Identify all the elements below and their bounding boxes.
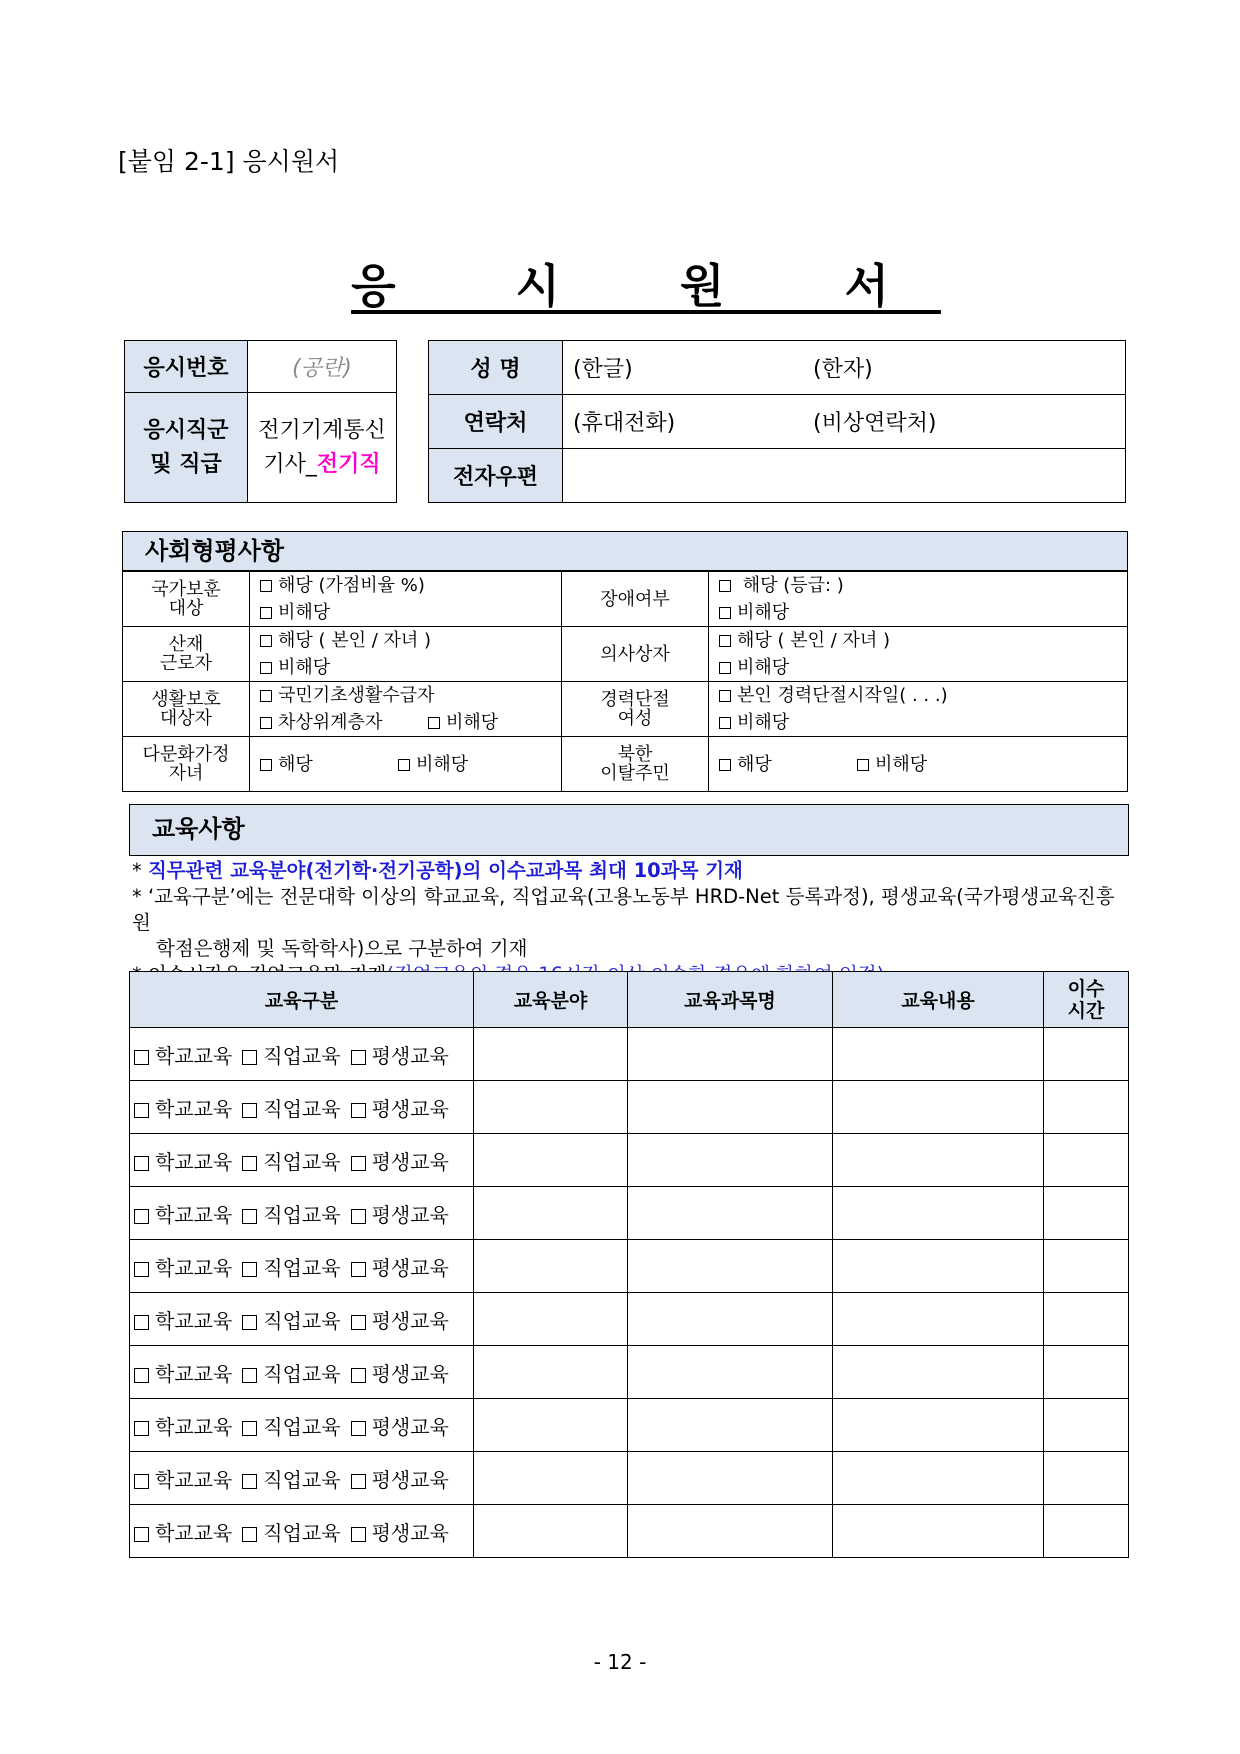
education-field-cell[interactable] bbox=[474, 1399, 628, 1452]
education-type-checkbox[interactable] bbox=[134, 1368, 149, 1383]
contact-mobile: (휴대전화) bbox=[573, 411, 676, 436]
education-type-checkbox[interactable] bbox=[242, 1209, 257, 1224]
livelihood-options: 국민기초생활수급자 차상위계층자 비해당 bbox=[250, 682, 562, 737]
education-type-option: 평생교육 bbox=[371, 1308, 449, 1333]
education-type-checkbox[interactable] bbox=[242, 1156, 257, 1171]
industrial-worker-label: 산재 근로자 bbox=[123, 627, 250, 682]
industrial-worker-options: 해당 ( 본인 / 자녀 ) 비해당 bbox=[250, 627, 562, 682]
course-name-cell[interactable] bbox=[628, 1399, 833, 1452]
hours-cell[interactable] bbox=[1044, 1505, 1129, 1558]
education-type-option: 평생교육 bbox=[371, 1414, 449, 1439]
education-type-option: 직업교육 bbox=[263, 1414, 341, 1439]
education-type-cell bbox=[130, 1187, 474, 1240]
education-type-checkbox[interactable] bbox=[351, 1474, 366, 1489]
hours-cell[interactable] bbox=[1044, 1293, 1129, 1346]
career-break-label: 경력단절 여성 bbox=[562, 682, 709, 737]
course-content-cell[interactable] bbox=[833, 1134, 1044, 1187]
education-type-checkbox[interactable] bbox=[134, 1421, 149, 1436]
education-note-2: ‘교육구분’에는 전문대학 이상의 학교교육, 직업교육(고용노동부 HRD-Net 등록과정), 평생교육(국가평생교육진흥원 bbox=[132, 885, 1115, 934]
table-row bbox=[130, 1293, 1129, 1346]
table-row bbox=[130, 1134, 1129, 1187]
education-header: 교육사항 bbox=[129, 804, 1129, 856]
education-type-cell bbox=[130, 1346, 474, 1399]
education-type-checkbox[interactable] bbox=[242, 1421, 257, 1436]
hours-cell[interactable] bbox=[1044, 1081, 1129, 1134]
education-type-checkbox[interactable] bbox=[134, 1050, 149, 1065]
document-title bbox=[0, 250, 1240, 316]
job-group-label-line1: 응시직군 bbox=[143, 417, 229, 443]
education-type-checkbox[interactable] bbox=[351, 1156, 366, 1171]
education-type-cell bbox=[130, 1452, 474, 1505]
education-type-option: 직업교육 bbox=[263, 1520, 341, 1545]
education-type-option: 직업교육 bbox=[263, 1308, 341, 1333]
education-type-option: 평생교육 bbox=[371, 1361, 449, 1386]
applicant-number-table bbox=[124, 340, 397, 503]
education-type-checkbox[interactable] bbox=[351, 1262, 366, 1277]
name-label: 성 명 bbox=[429, 341, 563, 395]
education-type-checkbox[interactable] bbox=[242, 1368, 257, 1383]
course-name-cell[interactable] bbox=[628, 1505, 833, 1558]
veteran-yes-checkbox[interactable] bbox=[260, 580, 272, 592]
education-type-option: 학교교육 bbox=[155, 1096, 233, 1121]
education-type-checkbox[interactable] bbox=[134, 1103, 149, 1118]
course-content-cell[interactable] bbox=[833, 1505, 1044, 1558]
education-field-cell[interactable] bbox=[474, 1346, 628, 1399]
righteous-victim-options: 해당 ( 본인 / 자녀 ) 비해당 bbox=[709, 627, 1128, 682]
education-type-checkbox[interactable] bbox=[134, 1315, 149, 1330]
education-field-cell[interactable] bbox=[474, 1240, 628, 1293]
course-content-cell[interactable] bbox=[833, 1346, 1044, 1399]
table-row bbox=[130, 1399, 1129, 1452]
page-number: - 12 - bbox=[593, 1650, 647, 1674]
document-title-text: 응 시 원 서 bbox=[351, 259, 941, 313]
applicant-number-label: 응시번호 bbox=[125, 341, 248, 393]
hours-cell[interactable] bbox=[1044, 1134, 1129, 1187]
education-type-option: 평생교육 bbox=[371, 1467, 449, 1492]
course-name-cell[interactable] bbox=[628, 1240, 833, 1293]
course-content-cell[interactable] bbox=[833, 1452, 1044, 1505]
hours-cell[interactable] bbox=[1044, 1240, 1129, 1293]
disability-options: 해당 (등급: ) 비해당 bbox=[709, 572, 1128, 627]
defector-no-checkbox[interactable] bbox=[857, 759, 869, 771]
education-note-2-cont: 학점은행제 및 독학학사)으로 구분하여 기재 bbox=[156, 937, 528, 960]
defector-options: 해당 비해당 bbox=[709, 737, 1128, 792]
disability-yes-checkbox[interactable] bbox=[719, 580, 731, 592]
education-type-option: 학교교육 bbox=[155, 1520, 233, 1545]
course-name-cell[interactable] bbox=[628, 1346, 833, 1399]
applicant-info-table bbox=[428, 340, 1126, 503]
education-type-cell bbox=[130, 1134, 474, 1187]
hours-cell[interactable] bbox=[1044, 1399, 1129, 1452]
table-row bbox=[130, 1028, 1129, 1081]
education-field-cell[interactable] bbox=[474, 1028, 628, 1081]
multicultural-no-checkbox[interactable] bbox=[398, 759, 410, 771]
education-type-option: 직업교육 bbox=[263, 1361, 341, 1386]
education-type-checkbox[interactable] bbox=[242, 1050, 257, 1065]
disability-label: 장애여부 bbox=[562, 572, 709, 627]
education-type-option: 학교교육 bbox=[155, 1414, 233, 1439]
veteran-no-checkbox[interactable] bbox=[260, 607, 272, 619]
education-table bbox=[129, 971, 1129, 1558]
defector-yes-checkbox[interactable] bbox=[719, 759, 731, 771]
job-group-label-line2: 및 직급 bbox=[150, 451, 222, 477]
hours-cell[interactable] bbox=[1044, 1346, 1129, 1399]
table-row bbox=[130, 1081, 1129, 1134]
near-poverty-checkbox[interactable] bbox=[260, 717, 272, 729]
education-type-cell bbox=[130, 1240, 474, 1293]
education-type-option: 직업교육 bbox=[263, 1096, 341, 1121]
table-row bbox=[130, 1452, 1129, 1505]
education-type-checkbox[interactable] bbox=[134, 1527, 149, 1542]
education-field-cell[interactable] bbox=[474, 1187, 628, 1240]
education-type-checkbox[interactable] bbox=[134, 1262, 149, 1277]
education-type-checkbox[interactable] bbox=[134, 1156, 149, 1171]
education-type-cell bbox=[130, 1505, 474, 1558]
education-type-option: 직업교육 bbox=[263, 1043, 341, 1068]
education-type-option: 평생교육 bbox=[371, 1043, 449, 1068]
education-type-checkbox[interactable] bbox=[242, 1474, 257, 1489]
education-type-cell bbox=[130, 1028, 474, 1081]
course-content-cell[interactable] bbox=[833, 1399, 1044, 1452]
livelihood-no-checkbox[interactable] bbox=[428, 717, 440, 729]
education-type-checkbox[interactable] bbox=[351, 1527, 366, 1542]
education-type-option: 직업교육 bbox=[263, 1467, 341, 1492]
hours-cell[interactable] bbox=[1044, 1187, 1129, 1240]
education-field-cell[interactable] bbox=[474, 1505, 628, 1558]
education-type-checkbox[interactable] bbox=[242, 1527, 257, 1542]
col-course-name: 교육과목명 bbox=[628, 972, 833, 1028]
contact-label: 연락처 bbox=[429, 395, 563, 449]
education-type-option: 직업교육 bbox=[263, 1149, 341, 1174]
table-row bbox=[130, 1505, 1129, 1558]
education-type-option: 학교교육 bbox=[155, 1255, 233, 1280]
education-type-checkbox[interactable] bbox=[242, 1315, 257, 1330]
email-field[interactable] bbox=[563, 449, 1126, 503]
education-type-checkbox[interactable] bbox=[242, 1262, 257, 1277]
col-education-field: 교육분야 bbox=[474, 972, 628, 1028]
victim-yes-checkbox[interactable] bbox=[719, 635, 731, 647]
education-type-option: 학교교육 bbox=[155, 1361, 233, 1386]
course-name-cell[interactable] bbox=[628, 1452, 833, 1505]
course-name-cell[interactable] bbox=[628, 1293, 833, 1346]
industrial-yes-checkbox[interactable] bbox=[260, 635, 272, 647]
education-note-1: 직무관련 교육분야(전기학·전기공학)의 이수교과목 최대 10과목 기재 bbox=[147, 859, 743, 882]
education-type-option: 학교교육 bbox=[155, 1202, 233, 1227]
contact-field[interactable] bbox=[563, 395, 1126, 449]
job-group-label bbox=[125, 393, 248, 503]
defector-label: 북한 이탈주민 bbox=[562, 737, 709, 792]
course-name-cell[interactable] bbox=[628, 1187, 833, 1240]
education-type-option: 직업교육 bbox=[263, 1255, 341, 1280]
veteran-label: 국가보훈 대상 bbox=[123, 572, 250, 627]
applicant-number-field[interactable]: (공란) bbox=[248, 341, 397, 393]
course-name-cell[interactable] bbox=[628, 1028, 833, 1081]
email-label: 전자우편 bbox=[429, 449, 563, 503]
job-group-value bbox=[248, 393, 397, 503]
education-type-option: 평생교육 bbox=[371, 1096, 449, 1121]
course-content-cell[interactable] bbox=[833, 1028, 1044, 1081]
education-type-cell bbox=[130, 1293, 474, 1346]
education-type-checkbox[interactable] bbox=[351, 1050, 366, 1065]
education-type-checkbox[interactable] bbox=[351, 1368, 366, 1383]
social-equity-header: 사회형평사항 bbox=[122, 531, 1128, 571]
name-hanja: (한자) bbox=[813, 357, 873, 382]
course-content-cell[interactable] bbox=[833, 1081, 1044, 1134]
social-equity-table bbox=[122, 571, 1128, 792]
livelihood-label: 생활보호 대상자 bbox=[123, 682, 250, 737]
table-row bbox=[130, 1240, 1129, 1293]
education-type-checkbox[interactable] bbox=[242, 1103, 257, 1118]
education-field-cell[interactable] bbox=[474, 1081, 628, 1134]
education-type-checkbox[interactable] bbox=[134, 1209, 149, 1224]
education-type-checkbox[interactable] bbox=[351, 1315, 366, 1330]
col-hours: 이수 시간 bbox=[1044, 972, 1129, 1028]
job-type-highlight: 전기직 bbox=[316, 451, 381, 477]
hours-cell[interactable] bbox=[1044, 1452, 1129, 1505]
education-type-option: 평생교육 bbox=[371, 1520, 449, 1545]
career-break-options: 본인 경력단절시작일( . . .) 비해당 bbox=[709, 682, 1128, 737]
course-name-cell[interactable] bbox=[628, 1081, 833, 1134]
education-field-cell[interactable] bbox=[474, 1452, 628, 1505]
righteous-victim-label: 의사상자 bbox=[562, 627, 709, 682]
contact-emergency: (비상연락처) bbox=[813, 411, 937, 436]
education-type-option: 학교교육 bbox=[155, 1149, 233, 1174]
education-notes: * 직무관련 교육분야(전기학·전기공학)의 이수교과목 최대 10과목 기재 * ‘교육구분’에는 전문대학 이상의 학교교육, 직업교육(고용노동부 HRD-Net 등록과정), 평생교육(국가평생교육진흥원 학점은행제 및 독학학사)으로 구분하여 기재 bbox=[132, 858, 1132, 988]
career-break-yes-checkbox[interactable] bbox=[719, 690, 731, 702]
multicultural-options: 해당 비해당 bbox=[250, 737, 562, 792]
basic-livelihood-checkbox[interactable] bbox=[260, 690, 272, 702]
education-field-cell[interactable] bbox=[474, 1293, 628, 1346]
veteran-options: 해당 (가점비율 %) 비해당 bbox=[250, 572, 562, 627]
hours-cell[interactable] bbox=[1044, 1028, 1129, 1081]
education-type-checkbox[interactable] bbox=[134, 1474, 149, 1489]
education-type-checkbox[interactable] bbox=[351, 1421, 366, 1436]
attachment-label: [붙임 2-1] 응시원서 bbox=[118, 147, 340, 176]
education-type-option: 직업교육 bbox=[263, 1202, 341, 1227]
education-type-cell bbox=[130, 1399, 474, 1452]
col-course-content: 교육내용 bbox=[833, 972, 1044, 1028]
disability-no-checkbox[interactable] bbox=[719, 607, 731, 619]
multicultural-yes-checkbox[interactable] bbox=[260, 759, 272, 771]
industrial-no-checkbox[interactable] bbox=[260, 662, 272, 674]
education-type-cell bbox=[130, 1081, 474, 1134]
course-content-cell[interactable] bbox=[833, 1240, 1044, 1293]
table-row bbox=[130, 1346, 1129, 1399]
victim-no-checkbox[interactable] bbox=[719, 662, 731, 674]
job-group-value-line1: 전기기계통신 bbox=[258, 417, 386, 443]
career-break-no-checkbox[interactable] bbox=[719, 717, 731, 729]
name-field[interactable] bbox=[563, 341, 1126, 395]
col-education-type: 교육구분 bbox=[130, 972, 474, 1028]
education-type-option: 평생교육 bbox=[371, 1202, 449, 1227]
education-field-cell[interactable] bbox=[474, 1134, 628, 1187]
education-type-checkbox[interactable] bbox=[351, 1209, 366, 1224]
table-row bbox=[130, 1187, 1129, 1240]
job-group-value-line2: 기사_ bbox=[263, 451, 317, 477]
education-type-option: 평생교육 bbox=[371, 1255, 449, 1280]
education-type-option: 평생교육 bbox=[371, 1149, 449, 1174]
multicultural-label: 다문화가정 자녀 bbox=[123, 737, 250, 792]
course-name-cell[interactable] bbox=[628, 1134, 833, 1187]
education-type-checkbox[interactable] bbox=[351, 1103, 366, 1118]
education-type-option: 학교교육 bbox=[155, 1308, 233, 1333]
course-content-cell[interactable] bbox=[833, 1187, 1044, 1240]
name-korean: (한글) bbox=[573, 357, 633, 382]
course-content-cell[interactable] bbox=[833, 1293, 1044, 1346]
education-type-option: 학교교육 bbox=[155, 1467, 233, 1492]
education-type-option: 학교교육 bbox=[155, 1043, 233, 1068]
